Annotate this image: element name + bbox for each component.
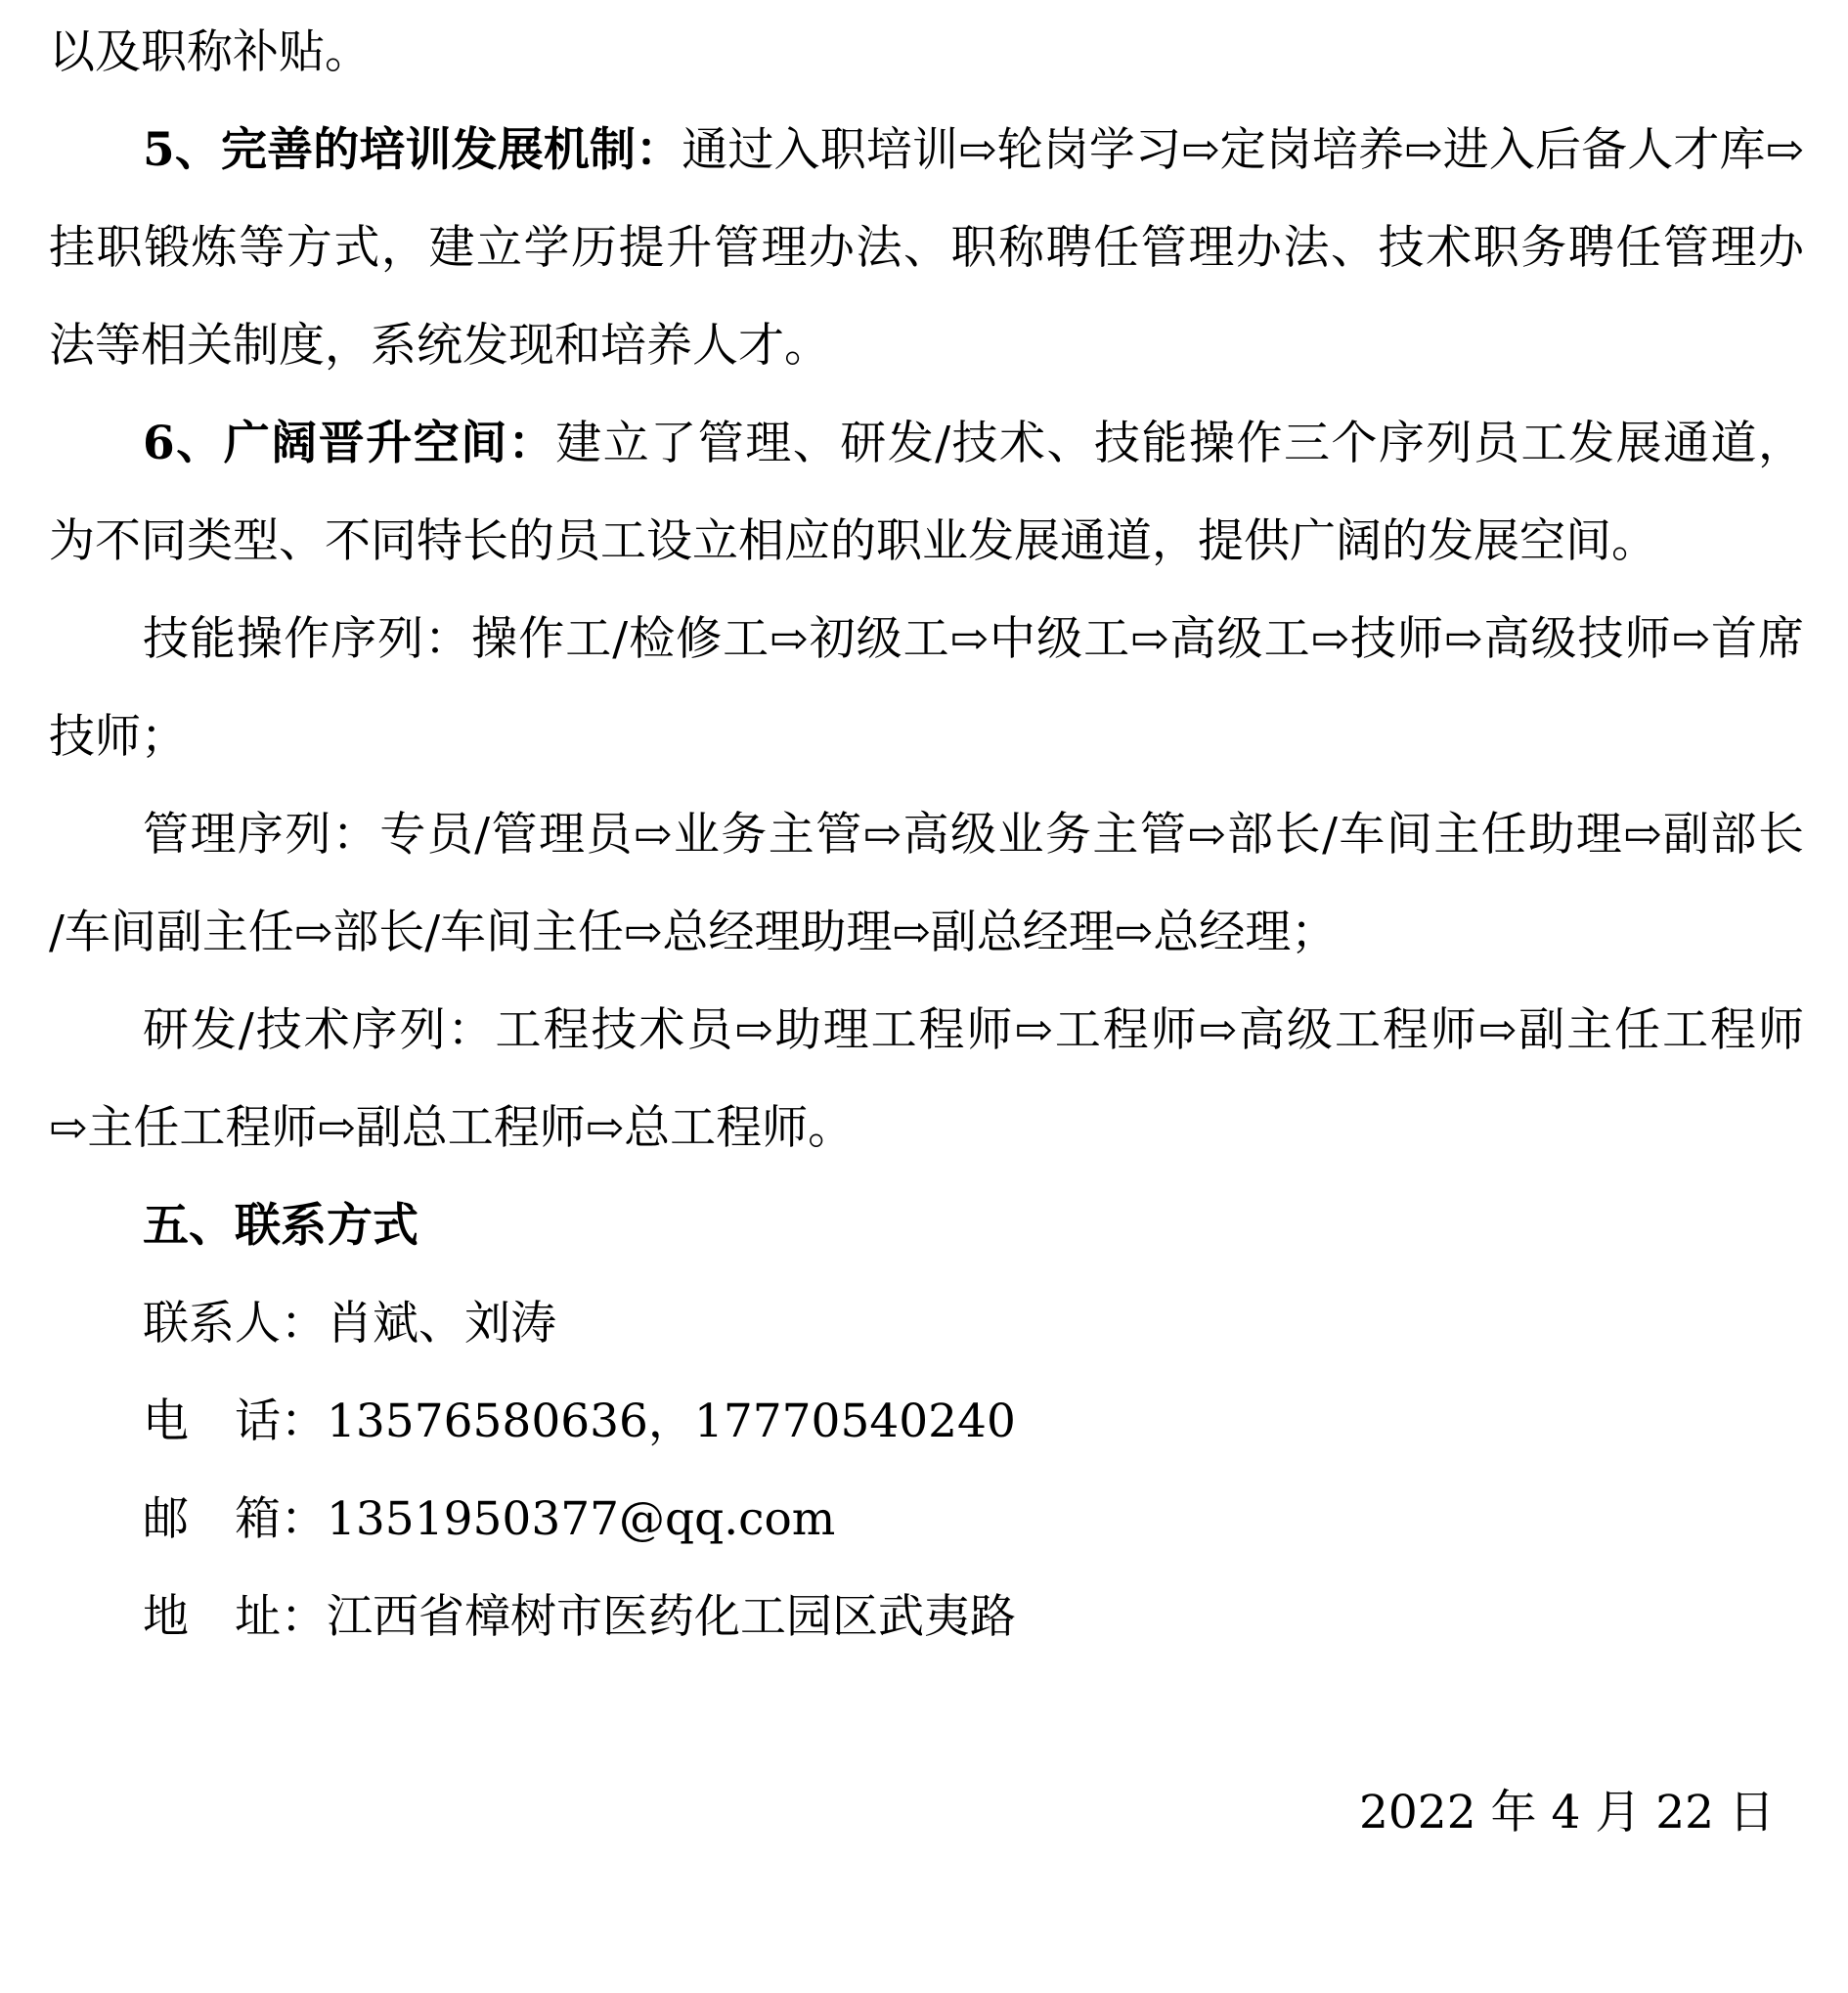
- paragraph-6-line-1: [143, 415, 1804, 473]
- contact-email: 邮 箱：1351950377@qq.com: [143, 1492, 836, 1546]
- contact-person: 联系人：肖斌、刘涛: [143, 1297, 556, 1351]
- paragraph-5-heading: 5、完善的培训发展机制：: [143, 123, 682, 177]
- contact-phone: 电 话：13576580636，17770540240: [143, 1395, 1016, 1448]
- management-sequence-line-1: 管理序列：专员/管理员⇨业务主管⇨高级业务主管⇨部长/车间主任助理⇨副部长: [143, 808, 1804, 862]
- document-date: 2022 年 4 月 22 日: [1359, 1786, 1776, 1839]
- contact-address: 地 址：江西省樟树市医药化工园区武夷路: [143, 1590, 1016, 1644]
- rd-sequence-line-1: 研发/技术序列：工程技术员⇨助理工程师⇨工程师⇨高级工程师⇨副主任工程师: [143, 1003, 1804, 1057]
- paragraph-5-line-1: [143, 121, 1804, 180]
- paragraph-5-line-2: 挂职锻炼等方式，建立学历提升管理办法、职称聘任管理办法、技术职务聘任管理办: [49, 221, 1804, 275]
- skill-sequence-line-1: 技能操作序列：操作工/检修工⇨初级工⇨中级工⇨高级工⇨技师⇨高级技师⇨首席: [143, 612, 1804, 666]
- paragraph-line: 以及职称补贴。: [49, 25, 371, 79]
- skill-sequence-line-2: 技师；: [49, 710, 187, 764]
- paragraph-5-line-3: 法等相关制度，系统发现和培养人才。: [49, 319, 830, 373]
- paragraph-6-line-2: 为不同类型、不同特长的员工设立相应的职业发展通道，提供广阔的发展空间。: [49, 514, 1657, 568]
- paragraph-6-text: 建立了管理、研发/技术、技能操作三个序列员工发展通道，: [555, 417, 1805, 470]
- paragraph-5-text: 通过入职培训⇨轮岗学习⇨定岗培养⇨进入后备人才库⇨: [682, 123, 1804, 177]
- contact-heading: 五、联系方式: [143, 1199, 418, 1253]
- management-sequence-line-2: /车间副主任⇨部长/车间主任⇨总经理助理⇨副总经理⇨总经理；: [49, 906, 1338, 959]
- paragraph-6-heading: 6、广阔晋升空间：: [143, 417, 556, 470]
- rd-sequence-line-2: ⇨主任工程师⇨副总工程师⇨总工程师。: [49, 1101, 855, 1155]
